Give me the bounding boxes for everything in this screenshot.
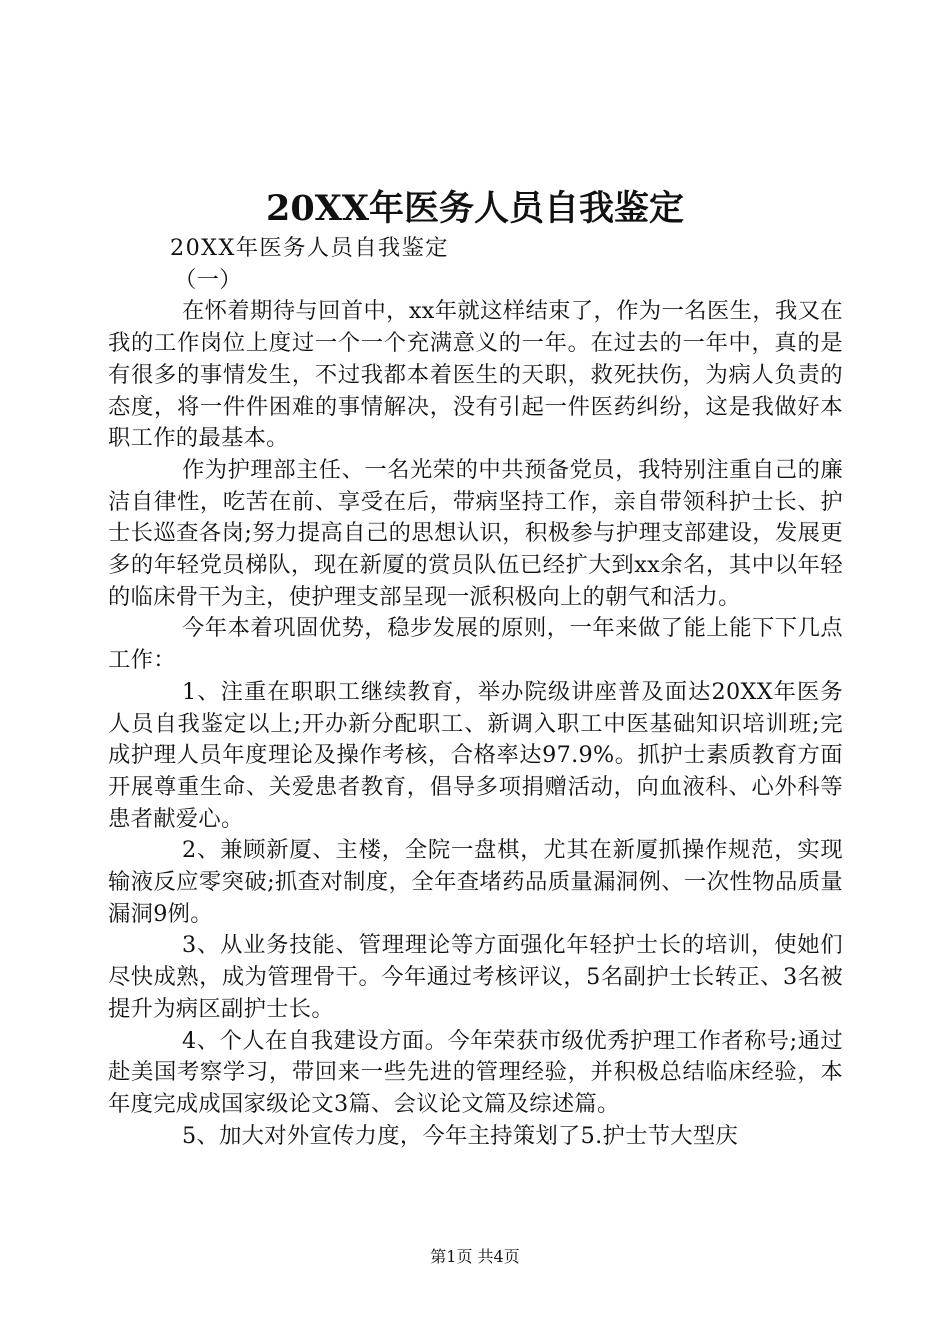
paragraph-party-member: 作为护理部主任、一名光荣的中共预备党员，我特别注重自己的廉洁自律性，吃苦在前、享受在后，带病坚持工作，亲自带领科护士长、护士长巡查各岗;努力提高自己的思想认识，积极参与护理支部建设，发展更多的年轻党员梯队，现在新厦的赏员队伍已经扩大到xx余名，其中以年轻的临床骨干为主，使护理支部呈现一派积极向上的朝气和活力。 <box>108 456 843 610</box>
paragraph-work-summary: 今年本着巩固优势，稳步发展的原则，一年来做了能上能下下几点工作： <box>108 615 843 674</box>
document-title: 20XX年医务人员自我鉴定 <box>265 188 685 229</box>
paragraph-intro: 在怀着期待与回首中，xx年就这样结束了，作为一名医生，我又在我的工作岗位上度过一个一个充满意义的一年。在过去的一年中，真的是有很多的事情发生，不过我都本着医生的天职，救死扶伤，为病人负责的态度，将一件件困难的事情解决，没有引起一件医药纠纷，这是我做好本职工作的最基本。 <box>108 298 843 452</box>
document-body <box>108 233 843 1152</box>
paragraph-item-4: 4、个人在自我建设方面。今年荣获市级优秀护理工作者称号;通过赴美国考察学习，带回来一些先进的管理经验，并积极总结临床经验，本年度完成成国家级论文3篇、会议论文篇及综述篇。 <box>108 1027 843 1117</box>
paragraph-item-3: 3、从业务技能、管理理论等方面强化年轻护士长的培训，使她们尽快成熟，成为管理骨干。今年通过考核评议，5名副护士长转正、3名被提升为病区副护士长。 <box>108 932 843 1022</box>
section-label: （一） <box>174 266 242 293</box>
paragraph-item-2: 2、兼顾新厦、主楼，全院一盘棋，尤其在新厦抓操作规范，实现输液反应零突破;抓查对制度，全年查堵药品质量漏洞例、一次性物品质量漏洞9例。 <box>108 837 843 927</box>
paragraph-item-5: 5、加大对外宣传力度，今年主持策划了5.护士节大型庆 <box>182 1122 739 1149</box>
page-footer: 第1页 共4页 <box>430 1247 520 1266</box>
document-subtitle: 20XX年医务人员自我鉴定 <box>170 235 449 261</box>
paragraph-item-1: 1、注重在职职工继续教育，举办院级讲座普及面达20XX年医务人员自我鉴定以上;开办新分配职工、新调入职工中医基础知识培训班;完成护理人员年度理论及操作考核，合格率达97.9%。抓护士素质教育方面开展尊重生命、关爱患者教育，倡导多项捐赠活动，向血液科、心外科等患者献爱心。 <box>108 678 843 832</box>
